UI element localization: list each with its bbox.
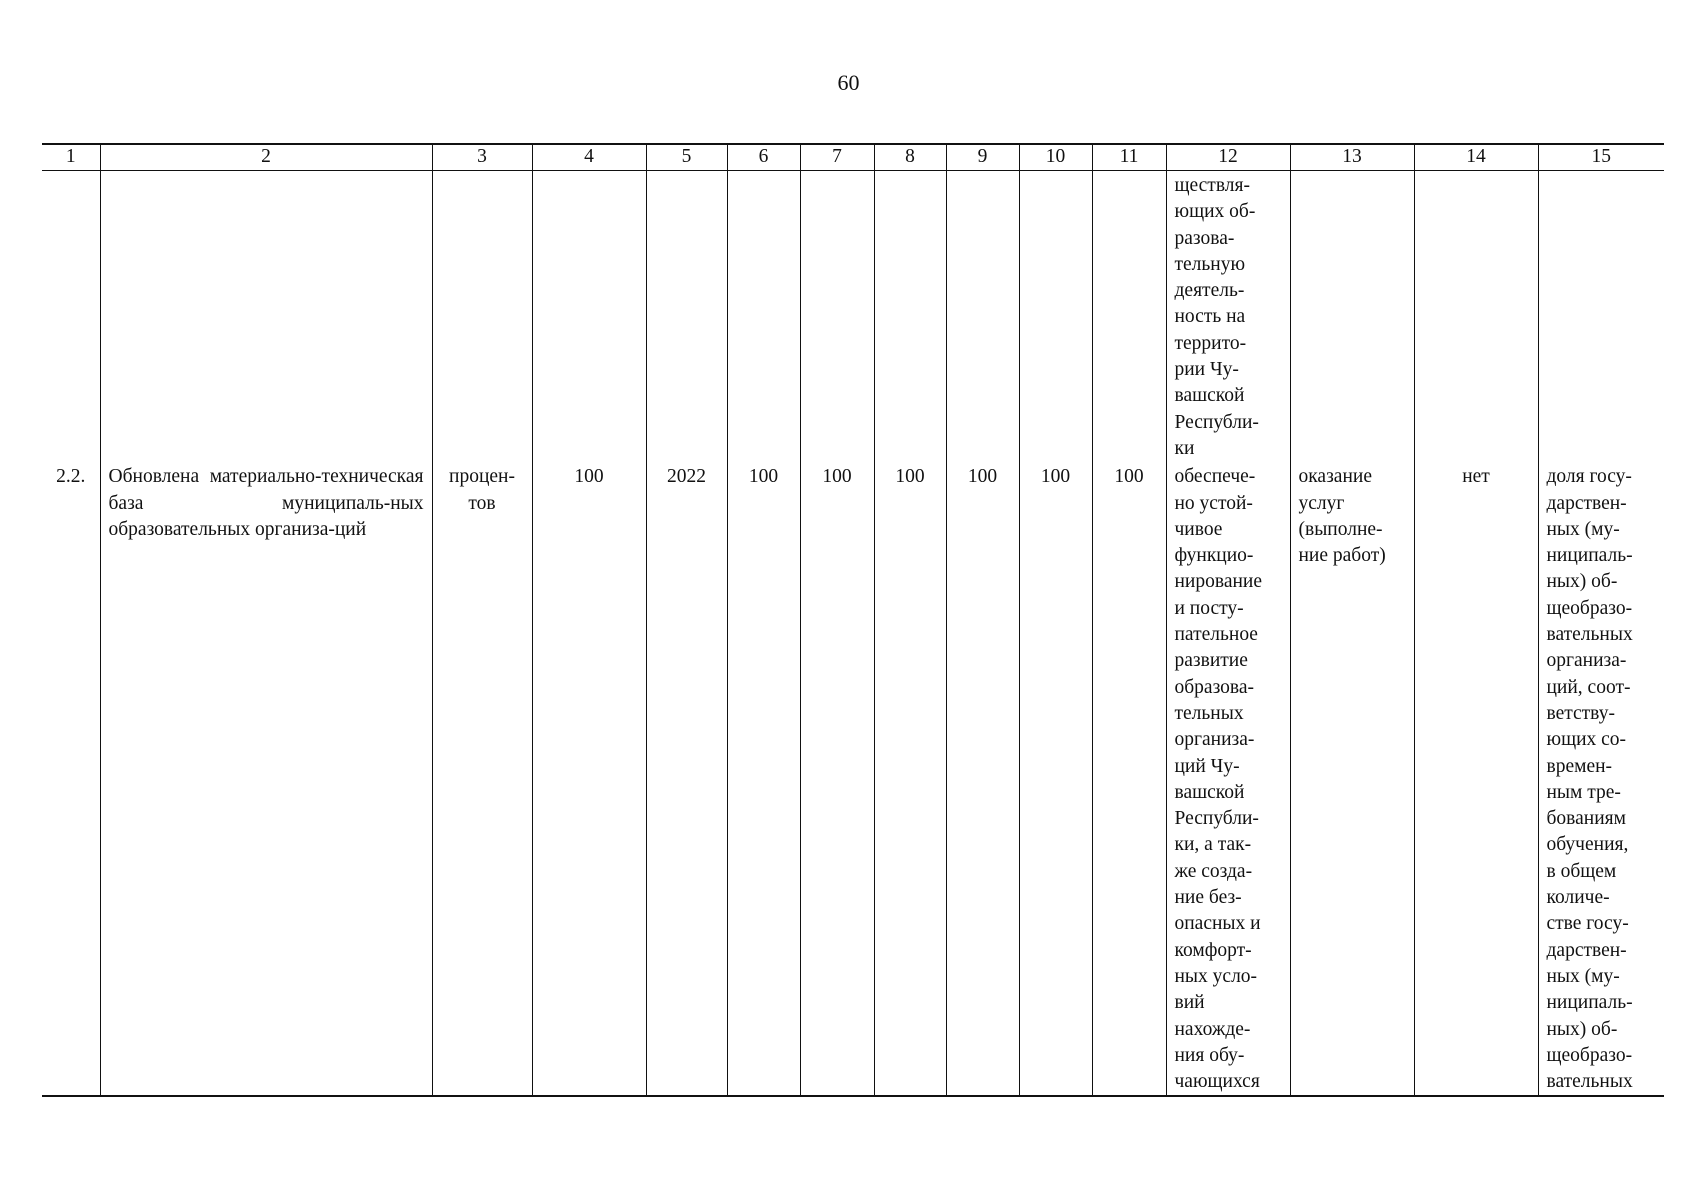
cell [1019, 171, 1092, 463]
cell-value-col7: 100 [800, 462, 874, 1096]
header-col-5: 5 [646, 144, 727, 171]
cell [432, 171, 532, 463]
cell-continued-description: ществля- ющих об- разова- тельную деятель- ность на террито- рии Чу- вашской Республи- ки [1166, 171, 1290, 463]
header-col-1: 1 [42, 144, 100, 171]
cell-value-col6: 100 [727, 462, 800, 1096]
header-col-14: 14 [1414, 144, 1538, 171]
header-col-12: 12 [1166, 144, 1290, 171]
cell-value-col11: 100 [1092, 462, 1166, 1096]
header-col-7: 7 [800, 144, 874, 171]
header-col-10: 10 [1019, 144, 1092, 171]
cell-value-col10: 100 [1019, 462, 1092, 1096]
cell [1414, 171, 1538, 463]
header-col-9: 9 [946, 144, 1019, 171]
cell [800, 171, 874, 463]
header-col-2: 2 [100, 144, 432, 171]
cell [646, 171, 727, 463]
cell [727, 171, 800, 463]
cell-row-number: 2.2. [42, 462, 100, 1096]
header-col-13: 13 [1290, 144, 1414, 171]
cell-value-col4: 100 [532, 462, 646, 1096]
cell-year: 2022 [646, 462, 727, 1096]
cell [874, 171, 946, 463]
cell-indicator-name: Обновлена материально-техническая база муниципаль-ных образовательных организа-ций [100, 462, 432, 1096]
indicators-table [42, 143, 1664, 1097]
cell [1092, 171, 1166, 463]
cell [946, 171, 1019, 463]
header-col-11: 11 [1092, 144, 1166, 171]
header-row [42, 144, 1664, 171]
cell-indicator-definition: доля госу- дарствен- ных (му- ниципаль- ных) об- щеобразо- вательных организа- ций, соот- ветству- ющих со- времен- ным тре- бованиям обучения, в общем количе- стве госу- дарствен- ных (му- ниципаль- ных) об- щеобразо- вательных [1538, 462, 1664, 1096]
cell [100, 171, 432, 463]
header-col-3: 3 [432, 144, 532, 171]
header-col-6: 6 [727, 144, 800, 171]
cell-unit: процен- тов [432, 462, 532, 1096]
page-number: 60 [837, 70, 860, 95]
cell-value-col8: 100 [874, 462, 946, 1096]
cell [42, 171, 100, 463]
header-col-4: 4 [532, 144, 646, 171]
header-col-15: 15 [1538, 144, 1664, 171]
table-row-continued [42, 171, 1664, 463]
header-col-8: 8 [874, 144, 946, 171]
cell [1538, 171, 1664, 463]
cell-value-col9: 100 [946, 462, 1019, 1096]
cell [532, 171, 646, 463]
table-row-2-2 [42, 462, 1664, 1096]
cell-service-type: оказание услуг (выполне- ние работ) [1290, 462, 1414, 1096]
cell-flag: нет [1414, 462, 1538, 1096]
cell [1290, 171, 1414, 463]
cell-result-description: обеспече- но устой- чивое функцио- нирование и посту- пательное развитие образова- тельных организа- ций Чу- вашской Республи- ки, а так- же созда- ние без- опасных и комфорт- ных усло- вий нахожде- ния обу- чающихся [1166, 462, 1290, 1096]
